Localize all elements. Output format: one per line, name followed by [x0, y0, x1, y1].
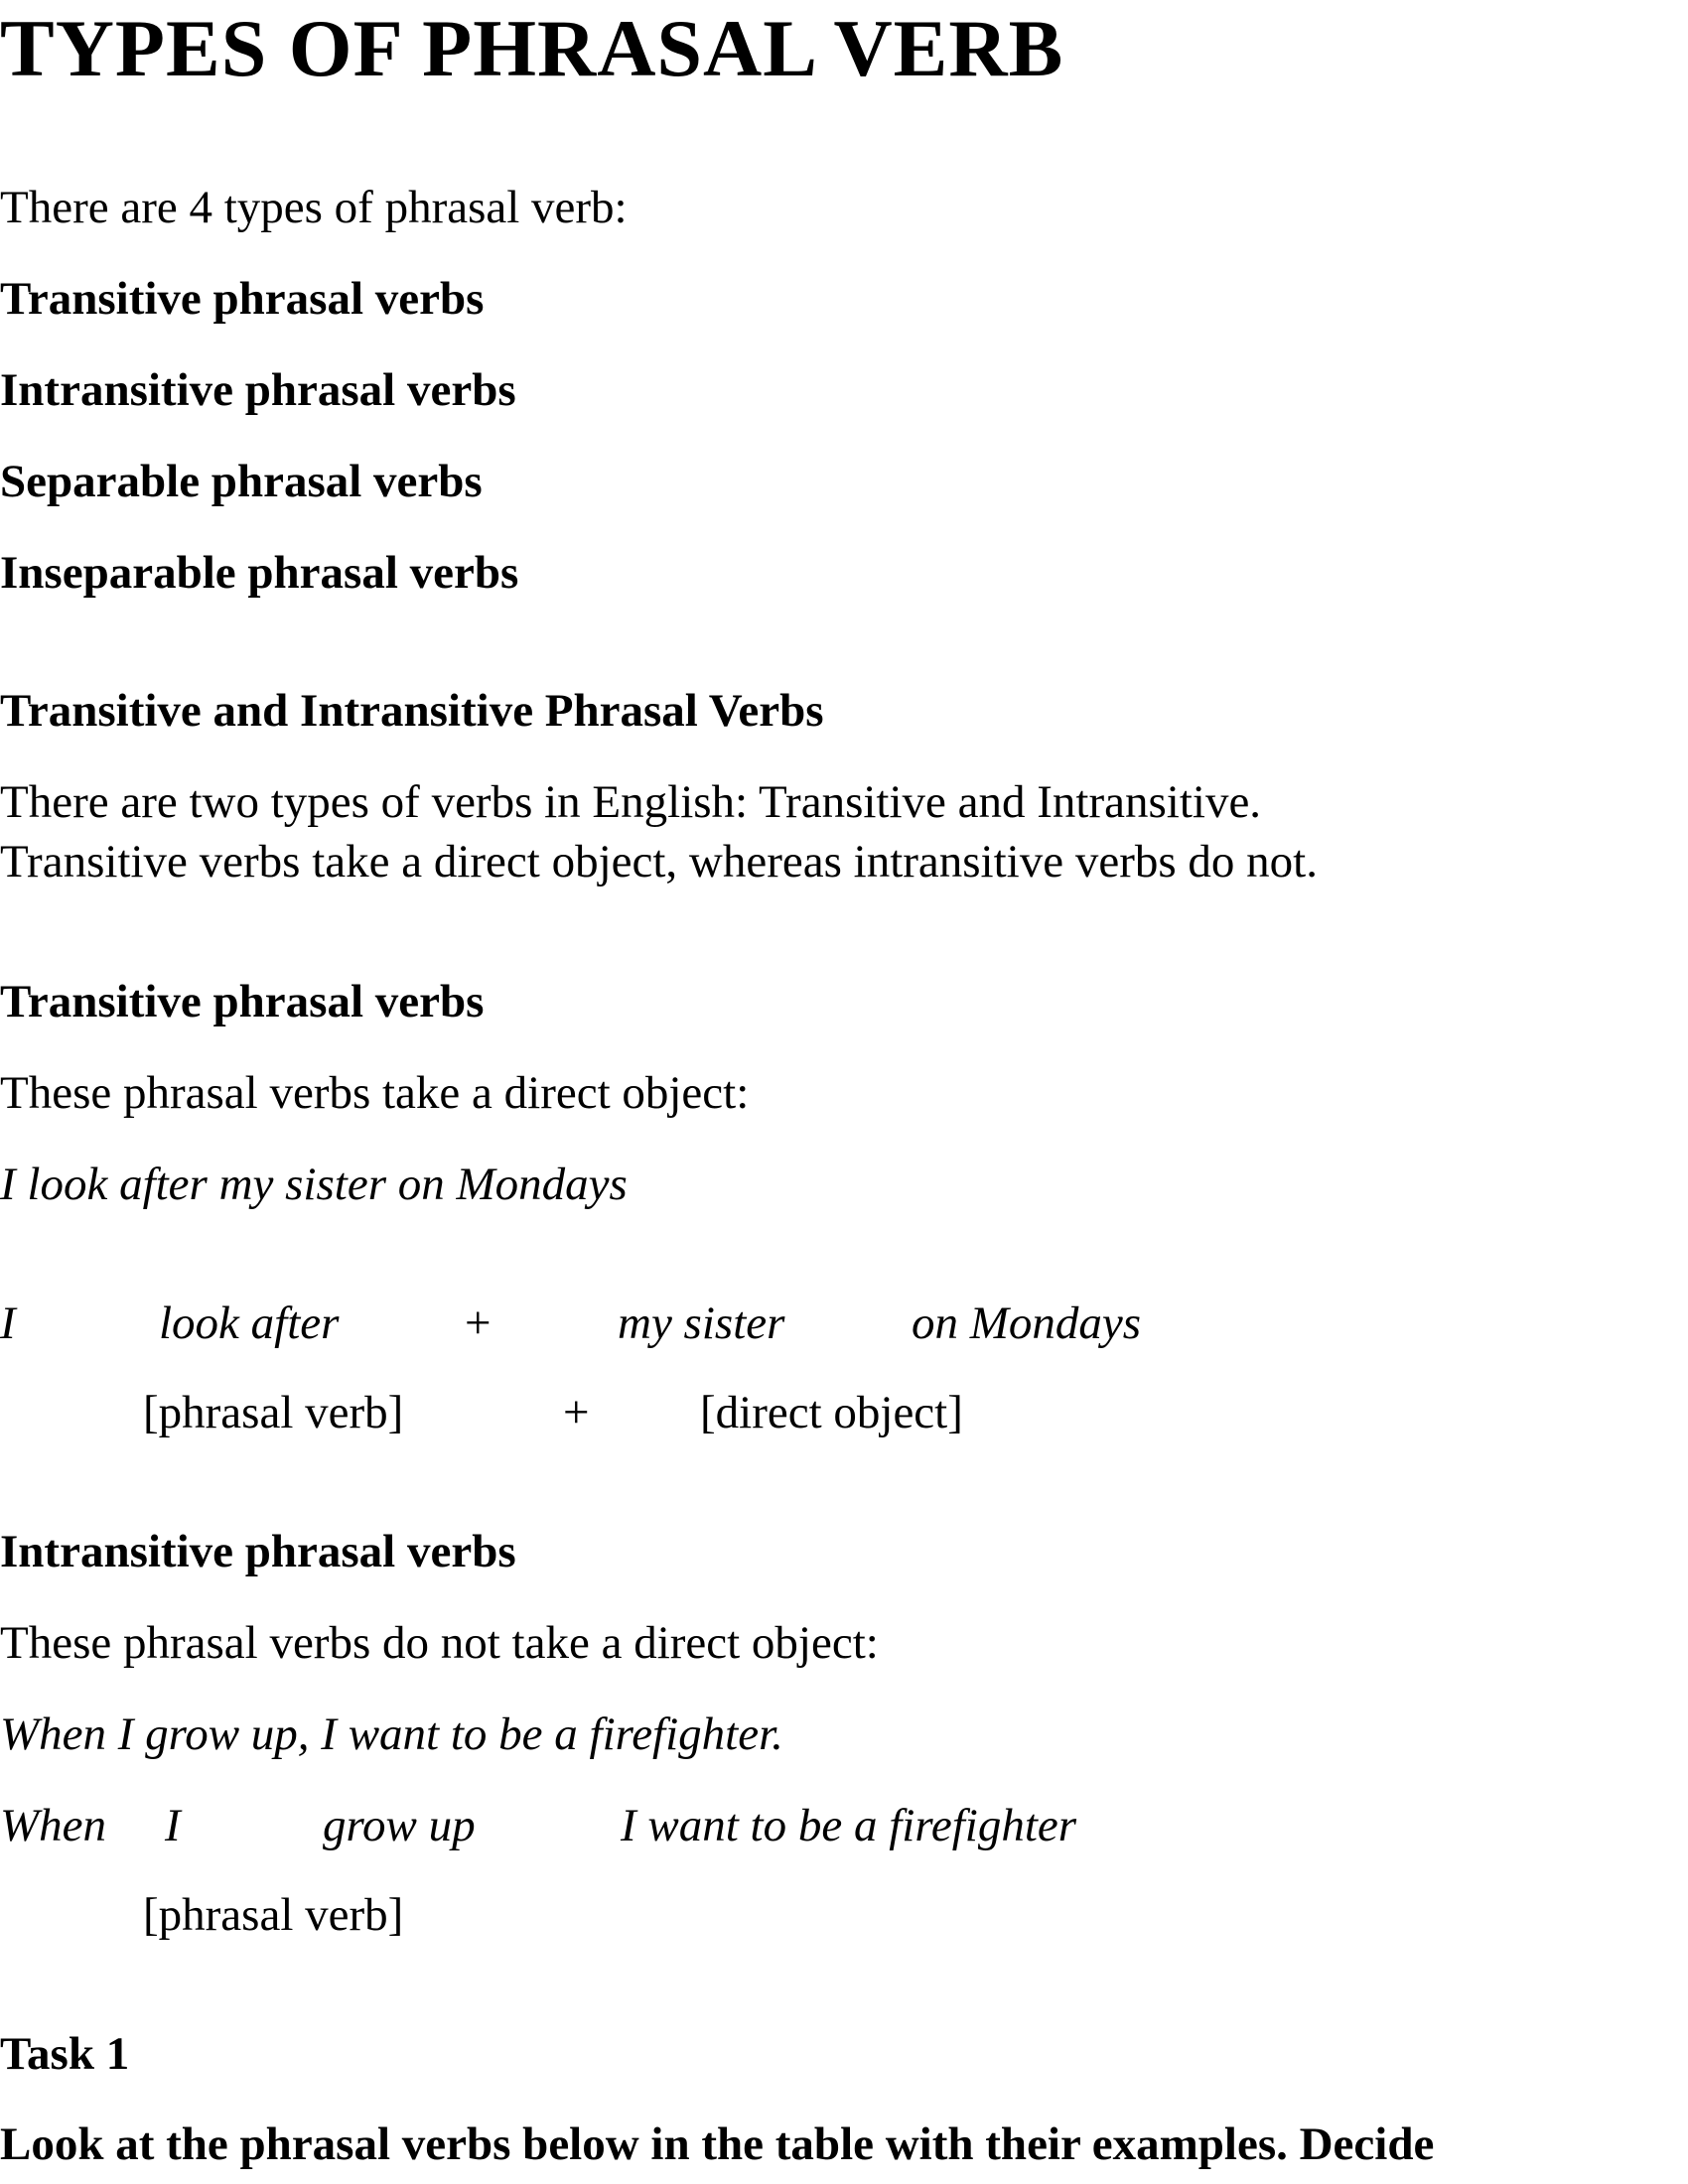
breakdown-plus: + — [462, 1297, 493, 1349]
task-instruction: Look at the phrasal verbs below in the table with their examples. Decide — [0, 2118, 1435, 2170]
page-title: TYPES OF PHRASAL VERB — [0, 3, 1064, 93]
breakdown-subject: I — [0, 1297, 16, 1349]
label-direct-object: [direct object] — [700, 1387, 963, 1438]
type-item-inseparable: Inseparable phrasal verbs — [0, 547, 519, 599]
type-item-transitive: Transitive phrasal verbs — [0, 273, 485, 325]
intransitive-example: When I grow up, I want to be a firefighter. — [0, 1708, 783, 1760]
transitive-example: I look after my sister on Mondays — [0, 1159, 628, 1210]
label-plus: + — [563, 1387, 590, 1438]
breakdown-main-clause: I want to be a firefighter — [621, 1800, 1077, 1851]
section-heading-transitive-intransitive: Transitive and Intransitive Phrasal Verbs — [0, 685, 824, 737]
section-paragraph-line-2: Transitive verbs take a direct object, whereas intransitive verbs do not. — [0, 836, 1318, 887]
breakdown-subject: I — [165, 1800, 181, 1851]
type-item-intransitive: Intransitive phrasal verbs — [0, 364, 516, 416]
breakdown-conjunction: When — [0, 1800, 107, 1851]
breakdown-phrasal-verb: look after — [159, 1297, 340, 1349]
type-item-separable: Separable phrasal verbs — [0, 456, 483, 507]
breakdown-phrasal-verb: grow up — [323, 1800, 476, 1851]
label-phrasal-verb: [phrasal verb] — [143, 1889, 404, 1941]
breakdown-adverbial: on Mondays — [912, 1297, 1142, 1349]
task-heading: Task 1 — [0, 2028, 130, 2080]
section-paragraph-line-1: There are two types of verbs in English: Transitive and Intransitive. — [0, 776, 1262, 828]
intransitive-description: These phrasal verbs do not take a direct object: — [0, 1617, 879, 1669]
intro-text: There are 4 types of phrasal verb: — [0, 182, 628, 233]
label-phrasal-verb: [phrasal verb] — [143, 1387, 404, 1438]
intransitive-heading: Intransitive phrasal verbs — [0, 1526, 516, 1577]
transitive-heading: Transitive phrasal verbs — [0, 976, 485, 1027]
transitive-description: These phrasal verbs take a direct object: — [0, 1067, 750, 1119]
breakdown-object: my sister — [618, 1297, 785, 1349]
